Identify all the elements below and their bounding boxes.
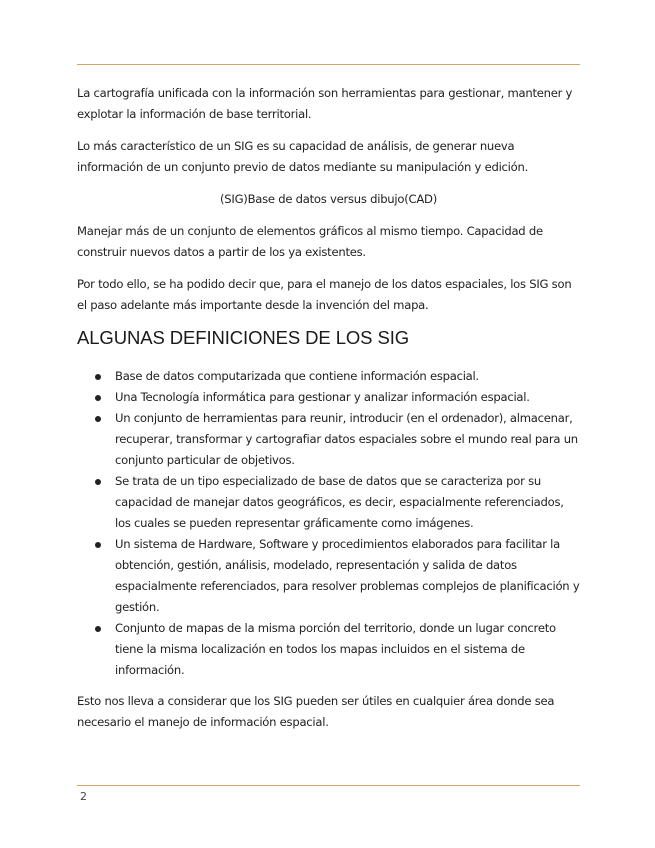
list-item [77, 618, 580, 681]
list-item-text: Se trata de un tipo especializado de base de datos que se caracteriza por su capacidad de manejar datos geográficos, es decir, espacialmente referenciados, los cuales se pueden representar gráficamente como imágenes. [115, 474, 564, 530]
paragraph-por-todo-ello: Por todo ello, se ha podido decir que, para el manejo de los datos espaciales, los SIG son el paso adelante más importante desde la invención del mapa. [77, 277, 572, 312]
list-item-text: Conjunto de mapas de la misma porción del territorio, donde un lugar concreto tiene la misma localización en todos los mapas incluidos en el sistema de información. [115, 621, 556, 677]
bullet-icon [95, 542, 101, 548]
paragraph-cartografia: La cartografía unificada con la información son herramientas para gestionar, mantener y explotar la información de base territorial. [77, 86, 573, 121]
page-body [77, 83, 580, 744]
page-number: 2 [80, 790, 87, 803]
list-item-text: Una Tecnología informática para gestionar y analizar información espacial. [115, 390, 530, 404]
list-item-text: Un sistema de Hardware, Software y procedimientos elaborados para facilitar la obtención, gestión, análisis, modelado, representación y salida de datos espacialmente referenciados, para resolver problemas complejos de planificación y gestión. [115, 537, 580, 614]
list-item-text: Un conjunto de herramientas para reunir, introducir (en el ordenador), almacenar, recuperar, transformar y cartografiar datos espaciales sobre el mundo real para un conjunto particular de objetivos. [115, 411, 578, 467]
list-item [77, 408, 580, 471]
list-item [77, 534, 580, 618]
footer-divider [77, 785, 580, 786]
bullet-icon [95, 479, 101, 485]
paragraph-sig-vs-cad: (SIG)Base de datos versus dibujo(CAD) [220, 192, 437, 206]
list-item [77, 471, 580, 534]
definitions-list [77, 366, 580, 681]
paragraph-caracteristico: Lo más característico de un SIG es su capacidad de análisis, de generar nueva información de un conjunto previo de datos mediante su manipulación y edición. [77, 139, 529, 174]
list-item [77, 366, 580, 387]
header-divider [77, 64, 580, 65]
bullet-icon [95, 626, 101, 632]
list-item-text: Base de datos computarizada que contiene información espacial. [115, 369, 479, 383]
bullet-icon [95, 395, 101, 401]
paragraph-closing: Esto nos lleva a considerar que los SIG pueden ser útiles en cualquier área donde sea necesario el manejo de información espacial. [77, 694, 555, 729]
section-heading: ALGUNAS DEFINICIONES DE LOS SIG [77, 327, 410, 348]
list-item [77, 387, 580, 408]
bullet-icon [95, 374, 101, 380]
paragraph-manejar: Manejar más de un conjunto de elementos gráficos al mismo tiempo. Capacidad de construir nuevos datos a partir de los ya existentes. [77, 224, 543, 259]
bullet-icon [95, 416, 101, 422]
